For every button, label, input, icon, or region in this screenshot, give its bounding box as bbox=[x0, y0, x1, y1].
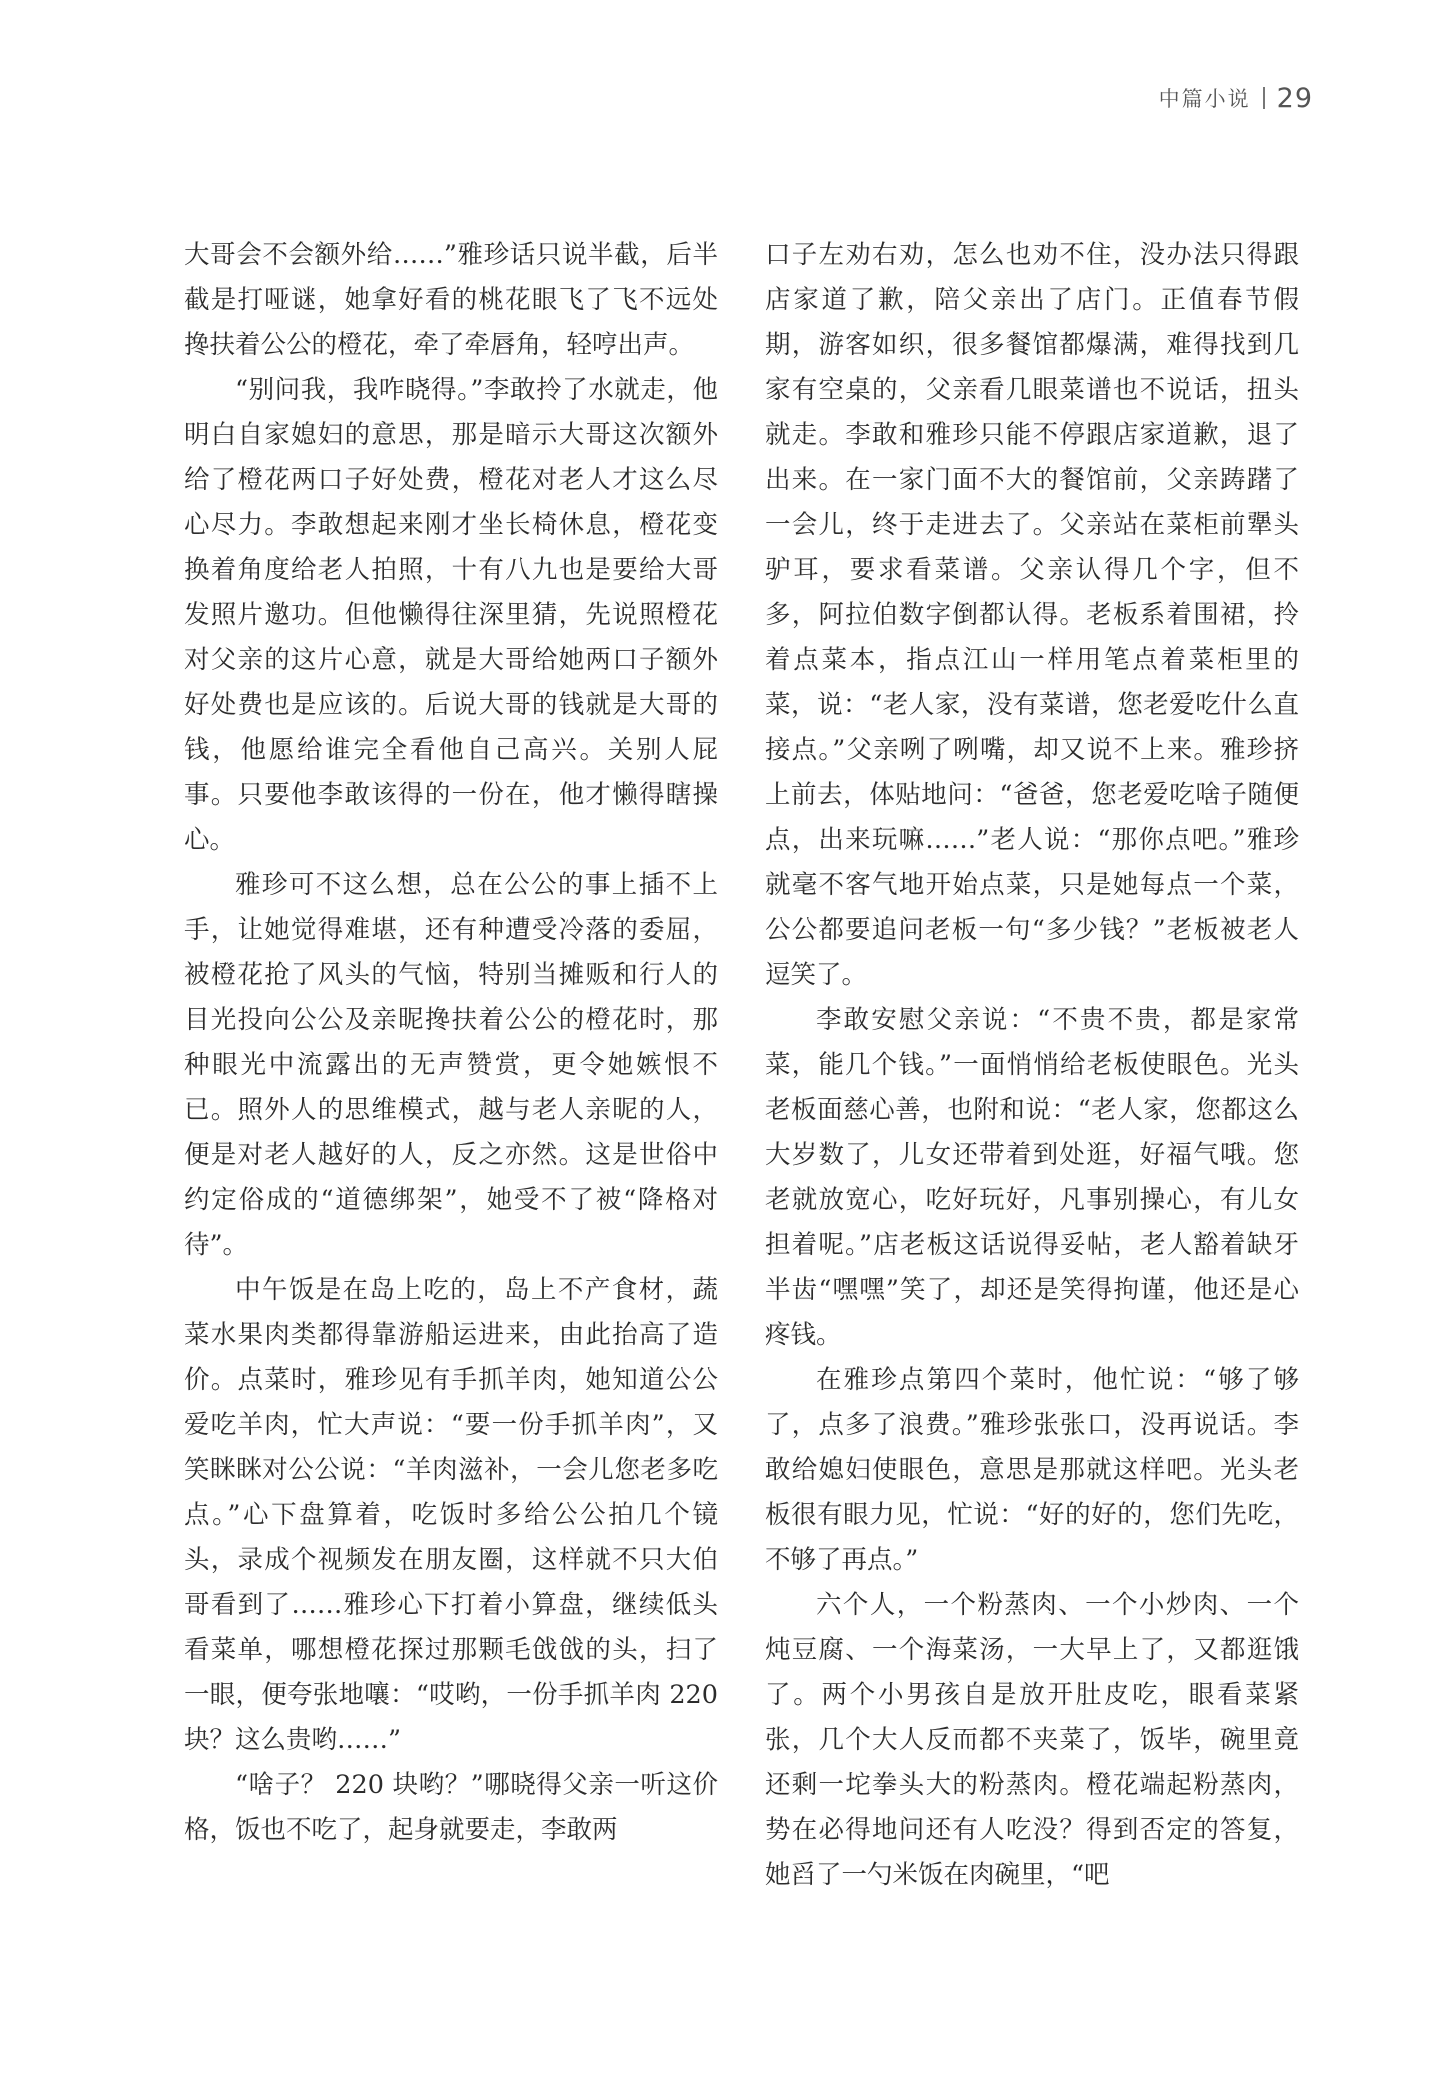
header-divider bbox=[1263, 87, 1265, 109]
paragraph: 口子左劝右劝，怎么也劝不住，没办法只得跟店家道了歉，陪父亲出了店门。正值春节假期，游客如织，很多餐馆都爆满，难得找到几家有空桌的，父亲看几眼菜谱也不说话，扭头就走。李敢和雅珍只能不停跟店家道歉，退了出来。在一家门面不大的餐馆前，父亲踌躇了一会儿，终于走进去了。父亲站在菜柜前犟头驴耳，要求看菜谱。父亲认得几个字，但不多，阿拉伯数字倒都认得。老板系着围裙，拎着点菜本，指点江山一样用笔点着菜柜里的菜，说：“老人家，没有菜谱，您老爱吃什么直接点。”父亲咧了咧嘴，却又说不上来。雅珍挤上前去，体贴地问：“爸爸，您老爱吃啥子随便点，出来玩嘛……”老人说：“那你点吧。”雅珍就毫不客气地开始点菜，只是她每点一个菜，公公都要追问老板一句“多少钱？”老板被老人逗笑了。 bbox=[765, 240, 1299, 990]
page-number: 29 bbox=[1276, 82, 1313, 114]
paragraph: 雅珍可不这么想，总在公公的事上插不上手，让她觉得难堪，还有种遭受冷落的委屈，被橙花抢了风头的气恼，特别当摊贩和行人的目光投向公公及亲昵搀扶着公公的橙花时，那种眼光中流露出的无声赞赏，更令她嫉恨不已。照外人的思维模式，越与老人亲昵的人，便是对老人越好的人，反之亦然。这是世俗中约定俗成的“道德绑架”，她受不了被“降格对待”。 bbox=[184, 870, 718, 1260]
running-head bbox=[1159, 78, 1313, 118]
paragraph: 中午饭是在岛上吃的，岛上不产食材，蔬菜水果肉类都得靠游船运进来，由此抬高了造价。点菜时，雅珍见有手抓羊肉，她知道公公爱吃羊肉，忙大声说：“要一份手抓羊肉”，又笑眯眯对公公说：“羊肉滋补，一会儿您老多吃点。”心下盘算着，吃饭时多给公公拍几个镜头，录成个视频发在朋友圈，这样就不只大伯哥看到了……雅珍心下打着小算盘，继续低头看菜单，哪想橙花探过那颗毛戗戗的头，扫了一眼，便夸张地嚷：“哎哟，一份手抓羊肉 220 块？这么贵哟……” bbox=[184, 1275, 718, 1755]
paragraph: 六个人，一个粉蒸肉、一个小炒肉、一个炖豆腐、一个海菜汤，一大早上了，又都逛饿了。两个小男孩自是放开肚皮吃，眼看菜紧张，几个大人反而都不夹菜了，饭毕，碗里竟还剩一坨拳头大的粉蒸肉。橙花端起粉蒸肉，势在必得地问还有人吃没？得到否定的答复，她舀了一勺米饭在肉碗里，“吧 bbox=[765, 1590, 1299, 1890]
left-column bbox=[184, 233, 718, 1913]
right-column bbox=[765, 233, 1299, 1913]
paragraph: 李敢安慰父亲说：“不贵不贵，都是家常菜，能几个钱。”一面悄悄给老板使眼色。光头老板面慈心善，也附和说：“老人家，您都这么大岁数了，儿女还带着到处逛，好福气哦。您老就放宽心，吃好玩好，凡事别操心，有儿女担着呢。”店老板这话说得妥帖，老人豁着缺牙半齿“嘿嘿”笑了，却还是笑得拘谨，他还是心疼钱。 bbox=[765, 1005, 1299, 1350]
paragraph: “啥子？ 220 块哟？”哪晓得父亲一听这价格，饭也不吃了，起身就要走，李敢两 bbox=[184, 1770, 718, 1845]
paragraph: “别问我，我咋晓得。”李敢拎了水就走，他明白自家媳妇的意思，那是暗示大哥这次额外给了橙花两口子好处费，橙花对老人才这么尽心尽力。李敢想起来刚才坐长椅休息，橙花变换着角度给老人拍照，十有八九也是要给大哥发照片邀功。但他懒得往深里猜，先说照橙花对父亲的这片心意，就是大哥给她两口子额外好处费也是应该的。后说大哥的钱就是大哥的钱，他愿给谁完全看他自己高兴。关别人屁事。只要他李敢该得的一份在，他才懒得瞎操心。 bbox=[184, 375, 718, 855]
paragraph: 大哥会不会额外给……”雅珍话只说半截，后半截是打哑谜，她拿好看的桃花眼飞了飞不远处搀扶着公公的橙花，牵了牵唇角，轻哼出声。 bbox=[184, 240, 718, 360]
section-title: 中篇小说 bbox=[1158, 87, 1251, 111]
paragraph: 在雅珍点第四个菜时，他忙说：“够了够了，点多了浪费。”雅珍张张口，没再说话。李敢给媳妇使眼色，意思是那就这样吧。光头老板很有眼力见，忙说：“好的好的，您们先吃，不够了再点。” bbox=[765, 1365, 1299, 1575]
